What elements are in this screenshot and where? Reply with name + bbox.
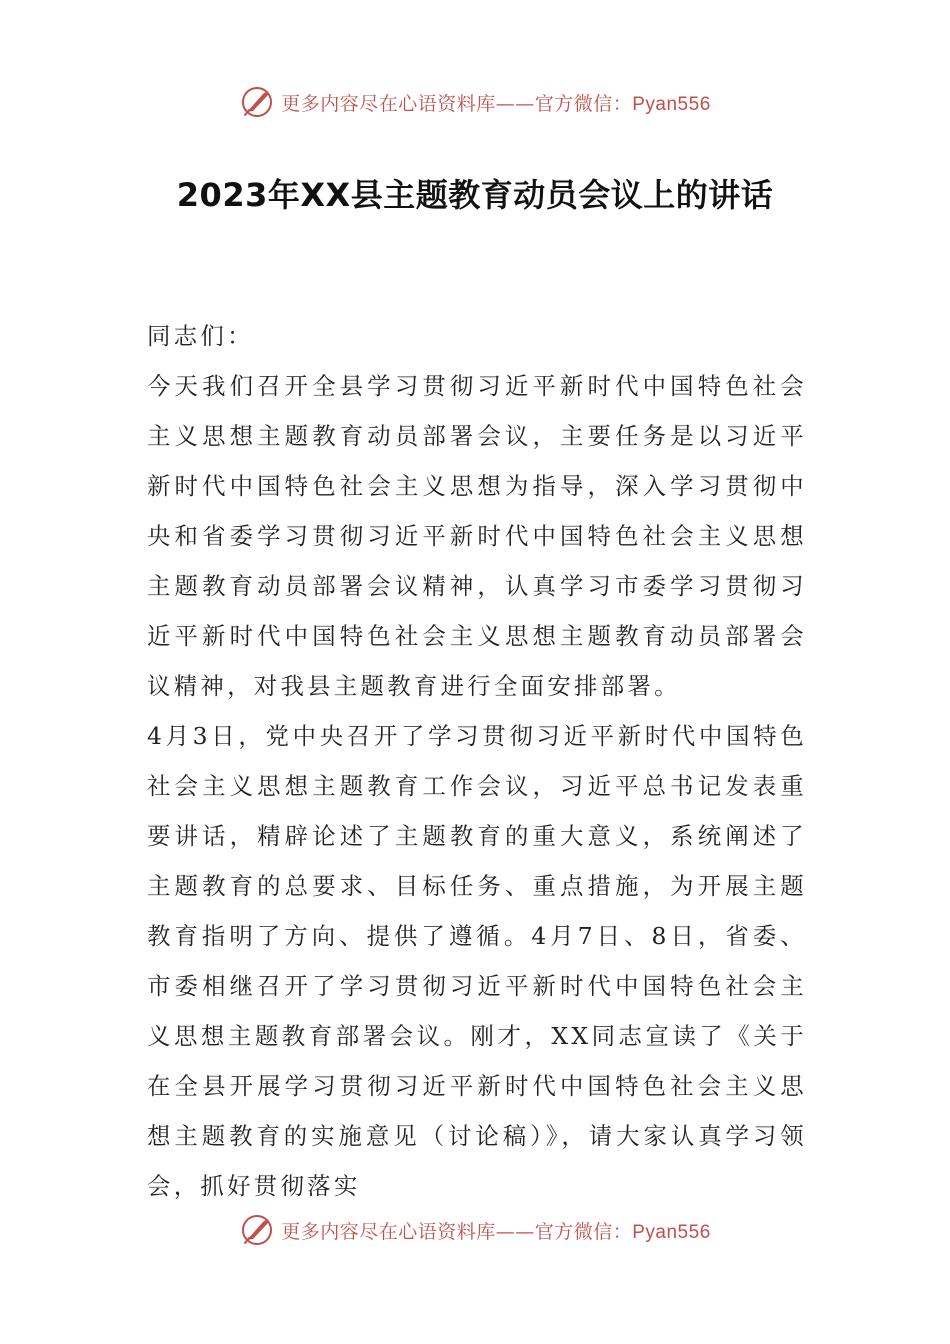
- quill-logo-icon: [239, 84, 275, 120]
- watermark-label: 更多内容尽在心语资料库——官方微信：: [281, 92, 633, 115]
- document-title: 2023年XX县主题教育动员会议上的讲话: [176, 176, 774, 214]
- header-watermark-banner: [0, 84, 950, 120]
- watermark-wechat-id: Pyan556: [632, 93, 711, 115]
- footer-watermark-banner: [0, 1212, 950, 1248]
- watermark-wechat-id: Pyan556: [632, 1221, 711, 1243]
- quill-logo-icon: [239, 1212, 275, 1248]
- watermark-text: [281, 1217, 711, 1244]
- paragraph: 4月3日，党中央召开了学习贯彻习近平新时代中国特色社会主义思想主题教育工作会议，习近平总书记发表重要讲话，精辟论述了主题教育的重大意义，系统阐述了主题教育的总要求、目标任务、重点措施，为开展主题教育指明了方向、提供了遵循。4月7日、8日，省委、市委相继召开了学习贯彻习近平新时代中国特色社会主义思想主题教育部署会议。刚才，XX同志宣读了《关于在全县开展学习贯彻习近平新时代中国特色社会主义思想主题教育的实施意见（讨论稿）》，请大家认真学习领会，抓好贯彻落实: [147, 722, 807, 1200]
- document-body: [147, 311, 807, 1211]
- greeting: 同志们：: [147, 322, 254, 350]
- watermark-label: 更多内容尽在心语资料库——官方微信：: [281, 1220, 633, 1243]
- watermark-text: [281, 89, 711, 116]
- paragraph: 今天我们召开全县学习贯彻习近平新时代中国特色社会主义思想主题教育动员部署会议，主要任务是以习近平新时代中国特色社会主义思想为指导，深入学习贯彻中央和省委学习贯彻习近平新时代中国特色社会主义思想主题教育动员部署会议精神，认真学习市委学习贯彻习近平新时代中国特色社会主义思想主题教育动员部署会议精神，对我县主题教育进行全面安排部署。: [147, 372, 807, 700]
